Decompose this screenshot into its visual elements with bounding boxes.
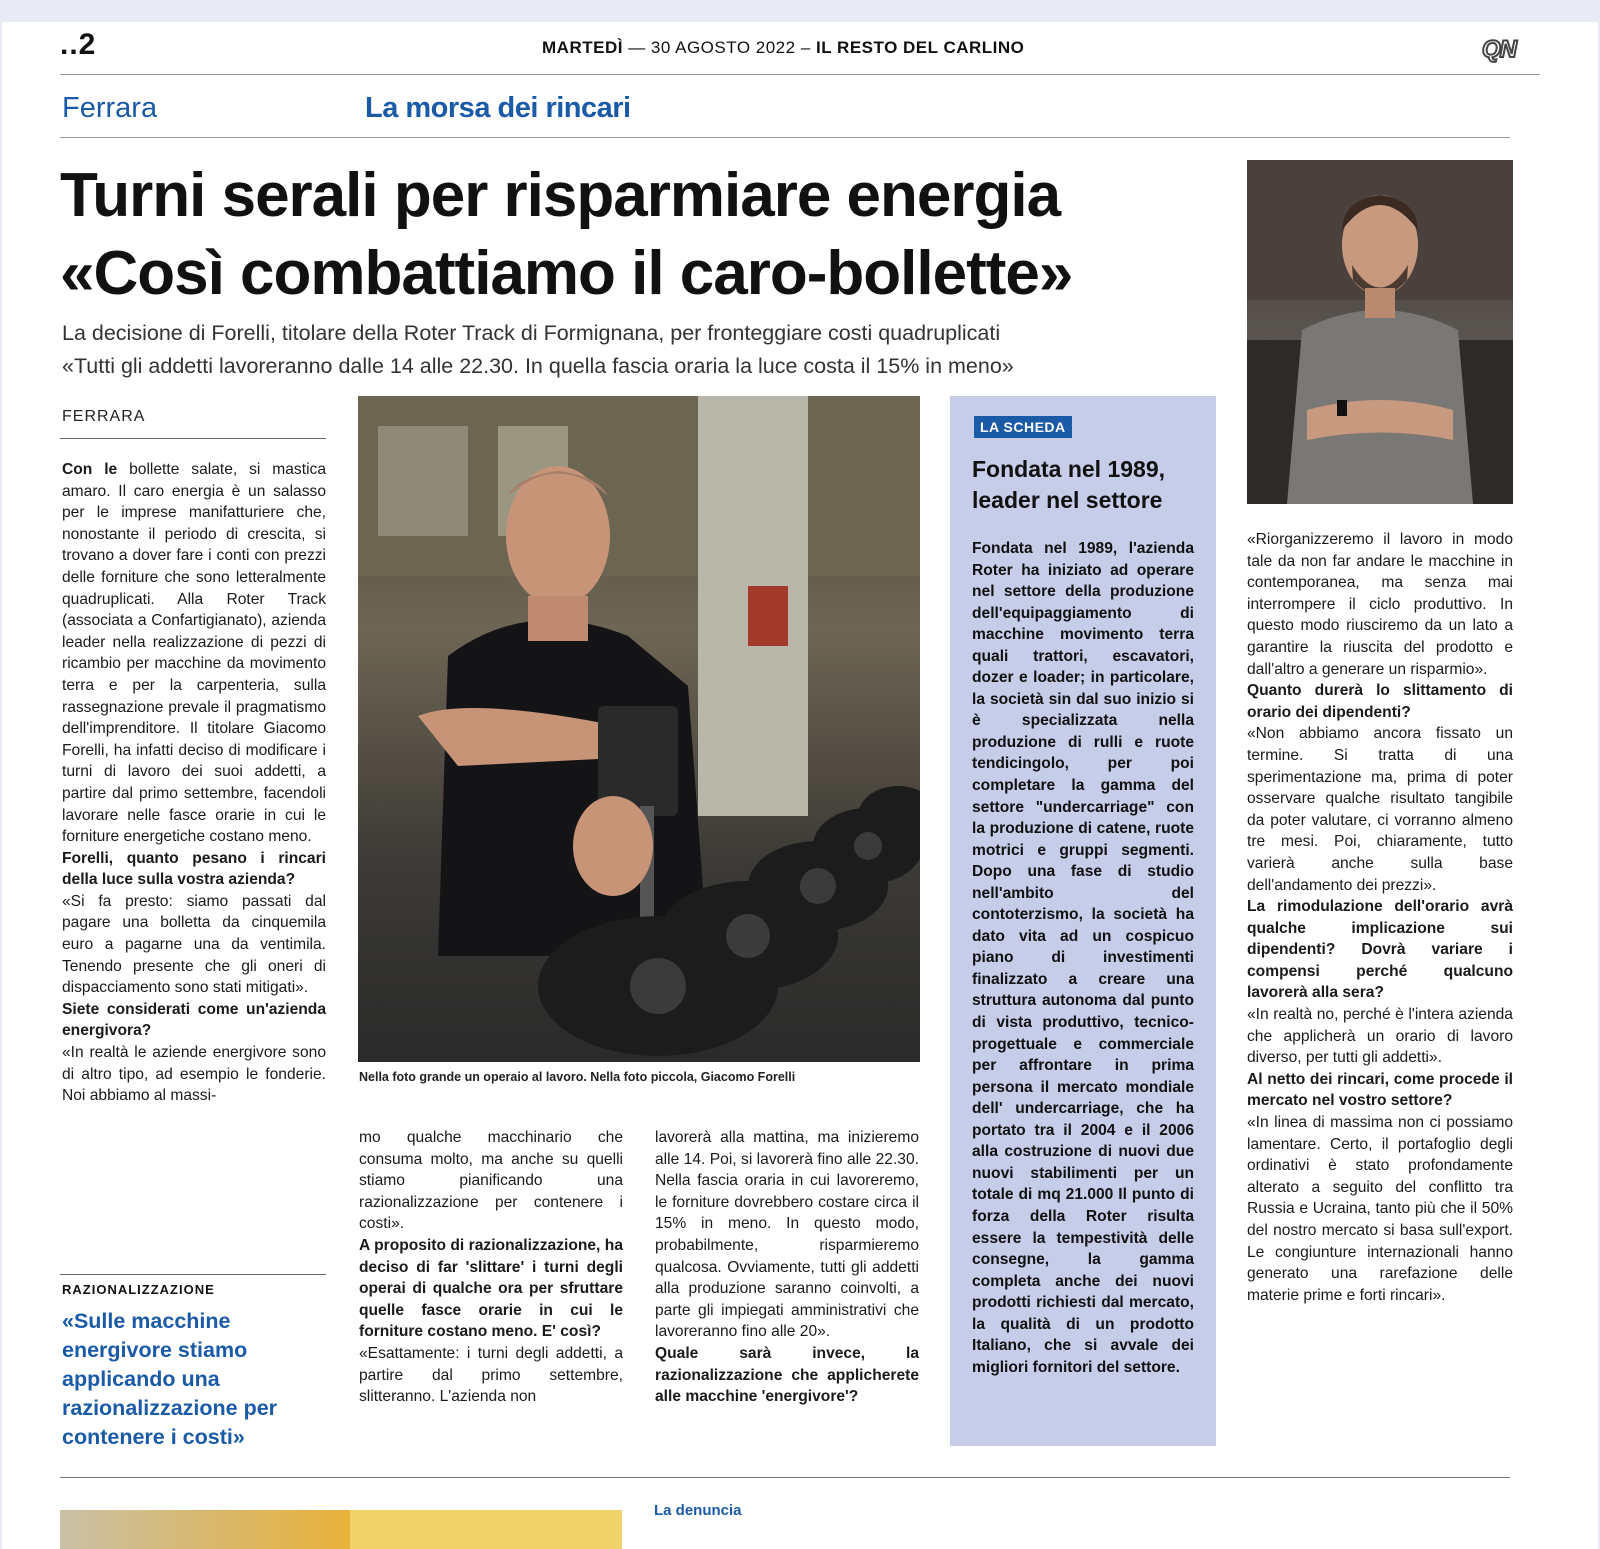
- question: La rimodulazione dell'orario avrà qualche implicazione sui dipendenti? Dovrà variare i compensi perché qualcuno lavorerà alla sera?: [1247, 898, 1513, 1002]
- question: Siete considerati come un'azienda energivora?: [62, 1000, 326, 1040]
- answer: «Esattamente: i turni degli addetti, a partire dal primo settembre, slitteranno. L'azienda non: [359, 1344, 623, 1406]
- pull-quote-tag: RAZIONALIZZAZIONE: [62, 1282, 215, 1297]
- subheadline-line-2: «Tutti gli addetti lavoreranno dalle 14 alle 22.30. In quella fascia oraria la luce costa il 15% in meno»: [62, 354, 1014, 378]
- info-box-title: Fondata nel 1989, leader nel settore: [972, 456, 1166, 513]
- article-column-1: [62, 459, 326, 1107]
- pull-quote-rule: [60, 1274, 326, 1275]
- portrait-illustration: [1247, 160, 1513, 504]
- main-photo: [358, 396, 920, 1062]
- article-column-5: [1247, 529, 1513, 1306]
- date-line: [542, 38, 1024, 58]
- date-value: 30 AGOSTO 2022: [650, 38, 796, 57]
- section-rule: [60, 137, 1510, 138]
- photo-caption: Nella foto grande un operaio al lavoro. Nella foto piccola, Giacomo Forelli: [359, 1070, 796, 1084]
- header-rule: [60, 74, 1540, 75]
- next-article-photo: [60, 1510, 350, 1549]
- answer: «Riorganizzeremo il lavoro in modo tale da non far andare le macchine in contemporanea, ma senza mai interrompere il ciclo produttivo. In questo modo riusciremo da un lato a garantire la riuscita del prodotto e dall'altro a generare un risparmio».: [1247, 531, 1513, 678]
- page-number: ..2: [60, 28, 97, 61]
- next-article-kicker: La denuncia: [654, 1502, 742, 1519]
- section-kicker: La morsa dei rincari: [365, 92, 631, 124]
- question: Quanto durerà lo slittamento di orario dei dipendenti?: [1247, 682, 1513, 721]
- date-day: MARTEDÌ: [542, 38, 623, 57]
- dateline: FERRARA: [62, 408, 146, 425]
- answer: «In linea di massima non ci possiamo lamentare. Certo, il portafoglio degli ordinativi è stato profondamente alterato a seguito del conflitto tra Russia e Ucraina, tanto più che il 50% del nostro mercato si basa sull'export. Le congiunture internazionali hanno generato una rarefazione delle materie prime e forti rincari».: [1247, 1114, 1513, 1304]
- article-column-2: [359, 1127, 623, 1408]
- answer: «Si fa presto: siamo passati dal pagare una bolletta da cinquemila euro a pagarne una da ventimila. Tenendo presente che gli oneri di dispacciamento sono stati mitigati».: [62, 892, 326, 997]
- info-box-tag: LA SCHEDA: [974, 416, 1072, 438]
- headline: [60, 157, 1260, 313]
- info-box-lead: Fondata: [972, 540, 1033, 557]
- info-box-body: nel 1989, l'azienda Roter ha iniziato ad operare nel settore della produzione dell'equipaggiamento di macchine movimento terra quali trattori, escavatori, dozer e loader; in particolare, la società sin dal suo inizio si è specializzata nella produzione di rulli e ruote tendicingolo, per poi completare la gamma del settore "undercarriage" con la produzione di catene, ruote motrici e gruppi segmenti. Dopo una fase di studio nell'ambito del contoterzismo, la società ha dato vita ad un cospicuo piano di investimenti finalizzato a creare una struttura autonoma dal punto di vista produttivo, tecnico-progettuale e commerciale per affrontare in prima persona il mercato mondiale dell' undercarriage, che ha portato tra il 2004 e il 2006 alla costruzione di nuovi due nuovi stabilimenti per un totale di mq 21.000 Il punto di forza della Roter risulta essere la tempestività delle consegne, la gamma completa anche dei nuovi prodotti richiesti dal mercato, la qualità di un prodotto Italiano, che si avvale dei migliori fornitori del settore.: [972, 540, 1194, 1376]
- question: A proposito di razionalizzazione, ha deciso di far 'slittare' i turni degli operai di qualche ora per sfruttare quelle fasce orarie in cui le forniture costano meno. E' così?: [359, 1236, 623, 1341]
- qn-logo: QN: [1482, 36, 1516, 63]
- subheadline-line-1: La decisione di Forelli, titolare della Roter Track di Formignana, per fronteggiare costi quadruplicati: [62, 321, 1001, 345]
- article-column-3: [655, 1127, 919, 1408]
- headline-line-2: «Così combattiamo il caro-bollette»: [60, 239, 1073, 308]
- pull-quote: «Sulle macchine energivore stiamo applicando una razionalizzazione per contenere i costi»: [62, 1309, 278, 1449]
- headline-line-1: Turni serali per risparmiare energia: [60, 161, 1061, 230]
- answer: «In realtà no, perché è l'intera azienda che applicherà un orario di lavoro diverso, per tutti gli addetti».: [1247, 1006, 1513, 1067]
- question: Forelli, quanto pesano i rincari della luce sulla vostra azienda?: [62, 849, 326, 889]
- portrait-photo: [1247, 160, 1513, 504]
- newspaper-page: [2, 22, 1598, 1549]
- paragraph: bollette salate, si mastica amaro. Il caro energia è un salasso per le imprese manifatturiere che, nonostante il periodo di crescita, si trovano a dover fare i conti con prezzi delle forniture che sono letteralmente quadruplicati. Alla Roter Track (associata a Confartigianato), azienda leader nella realizzazione di pezzi di ricambio per macchine da movimento terra e per la carpenteria, sulla rassegnazione prevale il pragmatismo dell'imprenditore. Il titolare Giacomo Forelli, ha infatti deciso di modificare i turni di lavoro dei suoi addetti, a partire dal primo settembre, facendoli lavorare nelle fasce orarie in cui le forniture energetiche costano meno.: [62, 461, 327, 846]
- date-separator: —: [628, 38, 646, 57]
- bottom-rule: [60, 1477, 1510, 1478]
- section-city: Ferrara: [62, 92, 158, 124]
- worker-illustration: [358, 396, 920, 1062]
- answer: mo qualche macchinario che consuma molto, ma anche su quelli stiamo pianificando una razionalizzazione per contenere i costi».: [359, 1129, 623, 1233]
- answer: «Non abbiamo ancora fissato un termine. Si tratta di una sperimentazione ma, prima di poter osservare qualche risultato tangibile da poter valutare, ci vorranno almeno tre mesi. Poi, chiaramente, tutto varierà anche sulla base dell'andamento dei prezzi».: [1247, 725, 1513, 894]
- subheadline: [62, 317, 1272, 383]
- info-box-text: [972, 538, 1194, 1378]
- answer: «In realtà le aziende energivore sono di altro tipo, ad esempio le fonderie. Noi abbiamo al massi-: [62, 1044, 326, 1105]
- next-article-photo-2: [350, 1510, 622, 1549]
- question: Quale sarà invece, la razionalizzazione che applicherete alle macchine 'energivore'?: [655, 1344, 919, 1406]
- dateline-rule: [60, 438, 326, 439]
- lead-words: Con le: [62, 461, 118, 478]
- answer: lavorerà alla mattina, ma inizieremo alle 14. Poi, si lavorerà fino alle 22.30. Nella fascia oraria in cui lavoreremo, le forniture dovrebbero costare circa il 15% in meno. In questo modo, probabilmente, risparmieremo qualcosa. Ovviamente, tutti gli addetti alla produzione saranno coinvolti, a parte gli impiegati amministrativi che lavoreranno fino alle 20».: [655, 1129, 919, 1341]
- question: Al netto dei rincari, come procede il mercato nel vostro settore?: [1247, 1070, 1513, 1110]
- newspaper-name: IL RESTO DEL CARLINO: [816, 38, 1025, 57]
- date-dash: –: [800, 38, 811, 57]
